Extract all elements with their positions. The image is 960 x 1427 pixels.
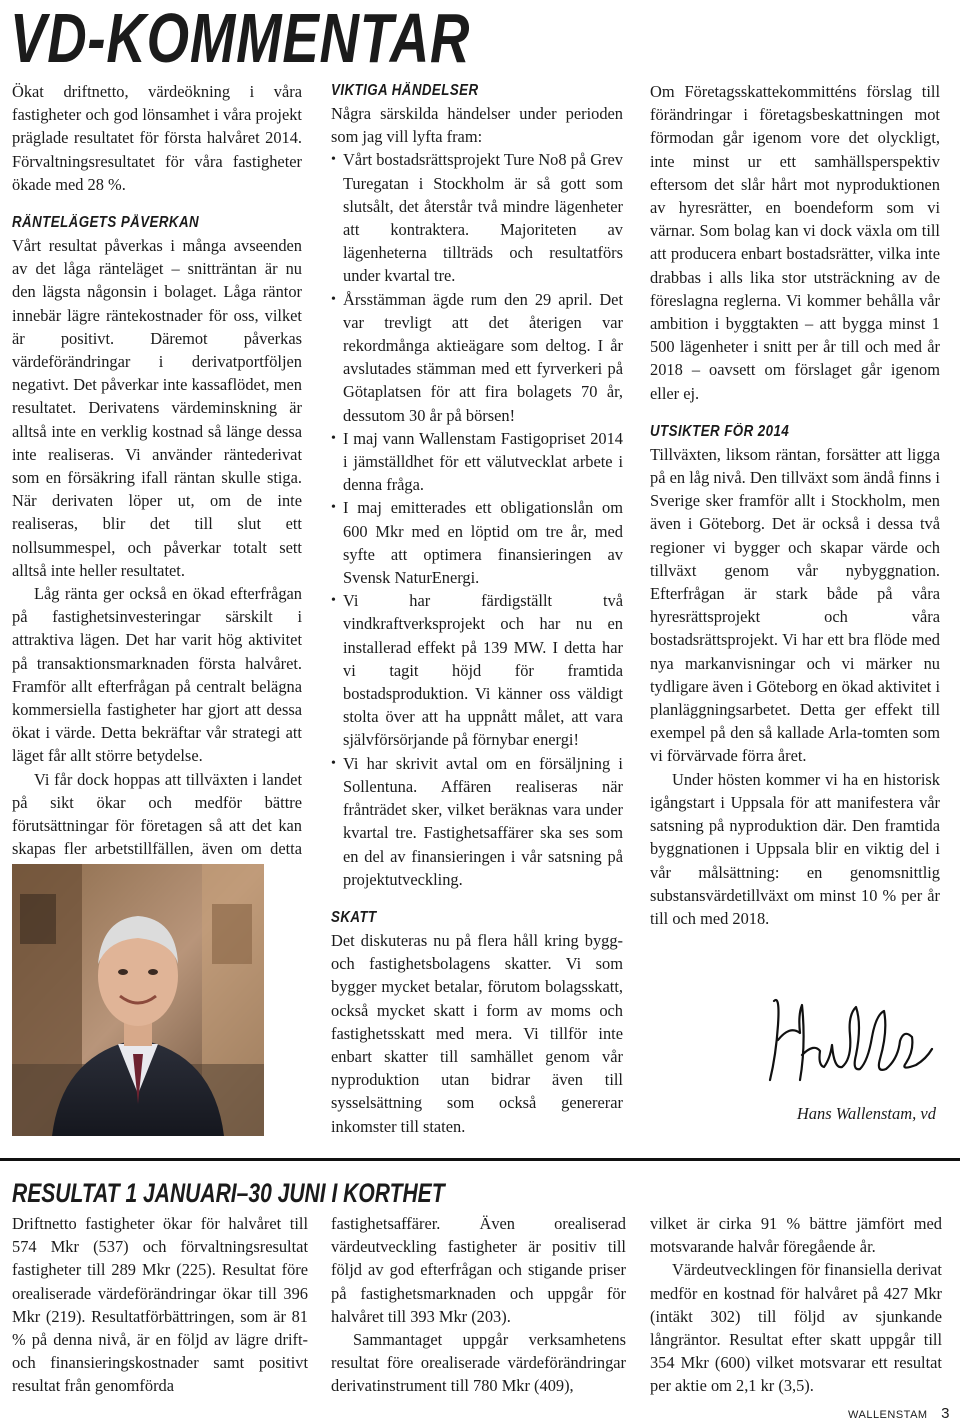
body-paragraph: Driftnetto fastigheter ökar för halvåret till 574 Mkr (537) och förvaltningsresultat fastigheter till 289 Mkr (225). Resultat före orealiserade värdeförändringar ökar till 396 Mkr (219). Resultatförbättringen, som är 81 % på denna nivå, är en följd av lägre drift- och finansieringskostnader samt positivt resultat från genomförda — [12, 1214, 308, 1396]
body-paragraph: Det diskuteras nu på flera håll kring bygg- och fastighetsbolagens skatter. Vi som bygger mycket betalar, förutom bolagsskatt, också mycket skatt i form av moms och fastighetsskatt med mera. Vi tillför inte enbart skatter till samhället genom vår nyproduktion utan bidrar även till sysselsättning som också genererar inkomster till staten. — [331, 930, 623, 1136]
lead-paragraph: Några särskilda händelser under perioden som jag vill lyfta fram: — [331, 104, 623, 147]
portrait-photo — [12, 864, 264, 1136]
column-1 — [12, 80, 302, 884]
page-title: VD-KOMMENTAR — [10, 0, 471, 77]
body-paragraph: Om Företagsskattekommitténs förslag till förändringar i företagsbeskattningen mot förmodan går igenom vore det olyckligt, inte minst ur ett samhällsperspektiv eftersom det slår hårt mot nyproduktionen av hyresrätter, en boendeform som vi värnar. Som bolag kan vi dock växla om till att producera enbart bostadsrätter, vilka inte drabbas i alls lika stor utsträckning av de föreslagna reglerna. Vi kommer behålla vår ambition i byggtakten – att bygga minst 1 500 lägenheter i snitt per år till och med år 2018 – oavsett om förslaget går igenom eller ej. — [650, 82, 940, 403]
body-paragraph: Värdeutvecklingen för finansiella derivat medför en kostnad för halvåret på 427 Mkr (intäkt 302) till följd av sjunkande långräntor. Resultat efter skatt uppgår till 354 Mkr (600) vilket motsvarar ett resultat per aktie om 2,1 kr (3,5). — [650, 1260, 942, 1396]
section-heading-skatt: SKATT — [331, 908, 377, 926]
section-heading-utsikter: UTSIKTER FÖR 2014 — [650, 422, 790, 440]
summary-column-1 — [12, 1212, 308, 1398]
events-list — [331, 148, 623, 891]
list-item: • I maj emitterades ett obligationslån om 600 Mkr med en löptid om tre år, med syfte att optimera finansieringen av Svensk NaturEnergi. — [331, 496, 623, 589]
list-item: • Vi har färdigställt två vindkraftverksprojekt och har nu en installerad effekt på 139 MW. I detta har vi tagit höjd för framtida bostadsproduktion. Vi känner oss väldigt stolta över att ha uppnått målet, att vara självförsörjande på förnybar energi! — [331, 589, 623, 751]
page-number: 3 — [941, 1405, 950, 1422]
body-paragraph: Vi får dock hoppas att tillväxten i landet på sikt ökar och medför bättre förutsättningar för företagen så att det kan skapas fler arbetstillfällen, även om detta — [12, 769, 302, 859]
column-3 — [650, 80, 940, 930]
body-paragraph: Låg ränta ger också en ökad efterfrågan på fastighetsinvesteringar särskilt i attraktiva lägen. Det har varit hög aktivitet på transaktionsmarknaden första halvåret. Framför allt efterfrågan på centralt belägna kommersiella fastigheter har gjort att dessa ökat i värde. Detta bekräftar vår strategi att läget får allt större betydelse. — [12, 584, 302, 766]
body-paragraph: vilket är cirka 91 % bättre jämfört med motsvarande halvår föregående år. — [650, 1214, 942, 1257]
intro-paragraph: Ökat driftnetto, värdeökning i våra fastigheter och god lönsamhet i våra projekt präglade resultatet för första halvåret 2014. Förvaltningsresultatet för våra fastigheter ökade med 28 %. — [12, 82, 302, 194]
column-2 — [331, 80, 623, 1138]
page-footer — [848, 1405, 950, 1422]
footer-brand: WALLENSTAM — [848, 1409, 928, 1421]
body-paragraph: Sammantaget uppgår verksamhetens resultat före orealiserade värdeförändringar derivatinstrument till 780 Mkr (409), — [331, 1330, 626, 1396]
list-item: • I maj vann Wallenstam Fastigopriset 2014 i jämställdhet för ett välutvecklat arbete i denna fråga. — [331, 427, 623, 497]
signature-image — [760, 985, 940, 1095]
list-item: • Vårt bostadsrättsprojekt Ture No8 på Grev Turegatan i Stockholm är så gott som slutsålt, det återstår två mindre lägenheter att kontraktera. Majoriteten av lägenheterna tillträds och resultatförs under kvartal tre. — [331, 148, 623, 287]
summary-column-3 — [650, 1212, 942, 1398]
list-item: • Årsstämman ägde rum den 29 april. Det var trevligt att det återigen var rekordmånga aktieägare som deltog. I år avslutades stämman med ett fyrverkeri på Götaplatsen för att fira bolagets 70 år, dessutom 30 år på börsen! — [331, 288, 623, 427]
body-paragraph: fastighetsaffärer. Även orealiserad värdeutveckling fastigheter är positiv till följd av god efterfrågan och stigande priser på fastighetsmarknaden och uppgår för halvåret till 393 Mkr (203). — [331, 1214, 626, 1326]
signature-name: Hans Wallenstam, vd — [796, 1104, 936, 1123]
body-paragraph: Under hösten kommer vi ha en historisk igångstart i Uppsala för att manifestera vår satsning på nyproduktion där. Den framtida byggnationen i Uppsala blir en viktig del i vår målsättning: en genomsnittlig substansvärdetillväxt om minst 10 % per år till och med 2018. — [650, 769, 940, 928]
section-heading-rantelaget: RÄNTELÄGETS PÅVERKAN — [12, 214, 200, 232]
body-paragraph: Vårt resultat påverkas i många avseenden av det låga ränteläget – snitträntan är nu den lägsta någonsin i bolaget. Låga räntor innebär lägre räntekostnader för oss, vilket är positivt. Däremot påverkas värdeförändringar i derivatportföljen negativt. Det påverkar inte kassaflödet, men resultatet. Derivatens värdeminskning är alltså inte en verklig kostnad så länge dessa inte realiseras. Vi använder räntederivat som en försäkring ifall räntan skulle stiga. När derivaten löper ut, om de inte realiseras, blir det till slut ett nollsummespel, och påverkar totalt sett alltså inte heller resultatet. — [12, 236, 302, 580]
summary-column-2 — [331, 1212, 626, 1398]
section-heading-viktiga-handelser: VIKTIGA HÄNDELSER — [331, 82, 479, 99]
section-divider — [0, 1158, 960, 1161]
list-item: • Vi har skrivit avtal om en försäljning i Sollentuna. Affären realiseras när frånträdet sker, vilket beräknas vara under kvartal tre. Fastighetsaffärer ska ses som en del av finansieringen i vår satsning på projektutveckling. — [331, 752, 623, 891]
summary-title: RESULTAT 1 JANUARI–30 JUNI I KORTHET — [12, 1178, 445, 1208]
body-paragraph: Tillväxten, liksom räntan, forsätter att ligga på en låg nivå. Den tillväxt som ändå finns i Sverige sker framför allt i Stockholm, men även i Göteborg. Det är också i dessa två regioner vi bygger och skapar värde och tillväxt genom vår nybyggnation. Efterfrågan är stark både på våra hyresrättsprojekt och våra bostadsrättsprojekt. Vi har ett bra flöde med nya markanvisningar och vi märker nu tydligare även i Göteborg en ökad aktivitet i planläggningsarbetet. Detta ger effekt till exempel på den så kallade Arla-tomten som vi förvärvade förra året. — [650, 444, 940, 766]
